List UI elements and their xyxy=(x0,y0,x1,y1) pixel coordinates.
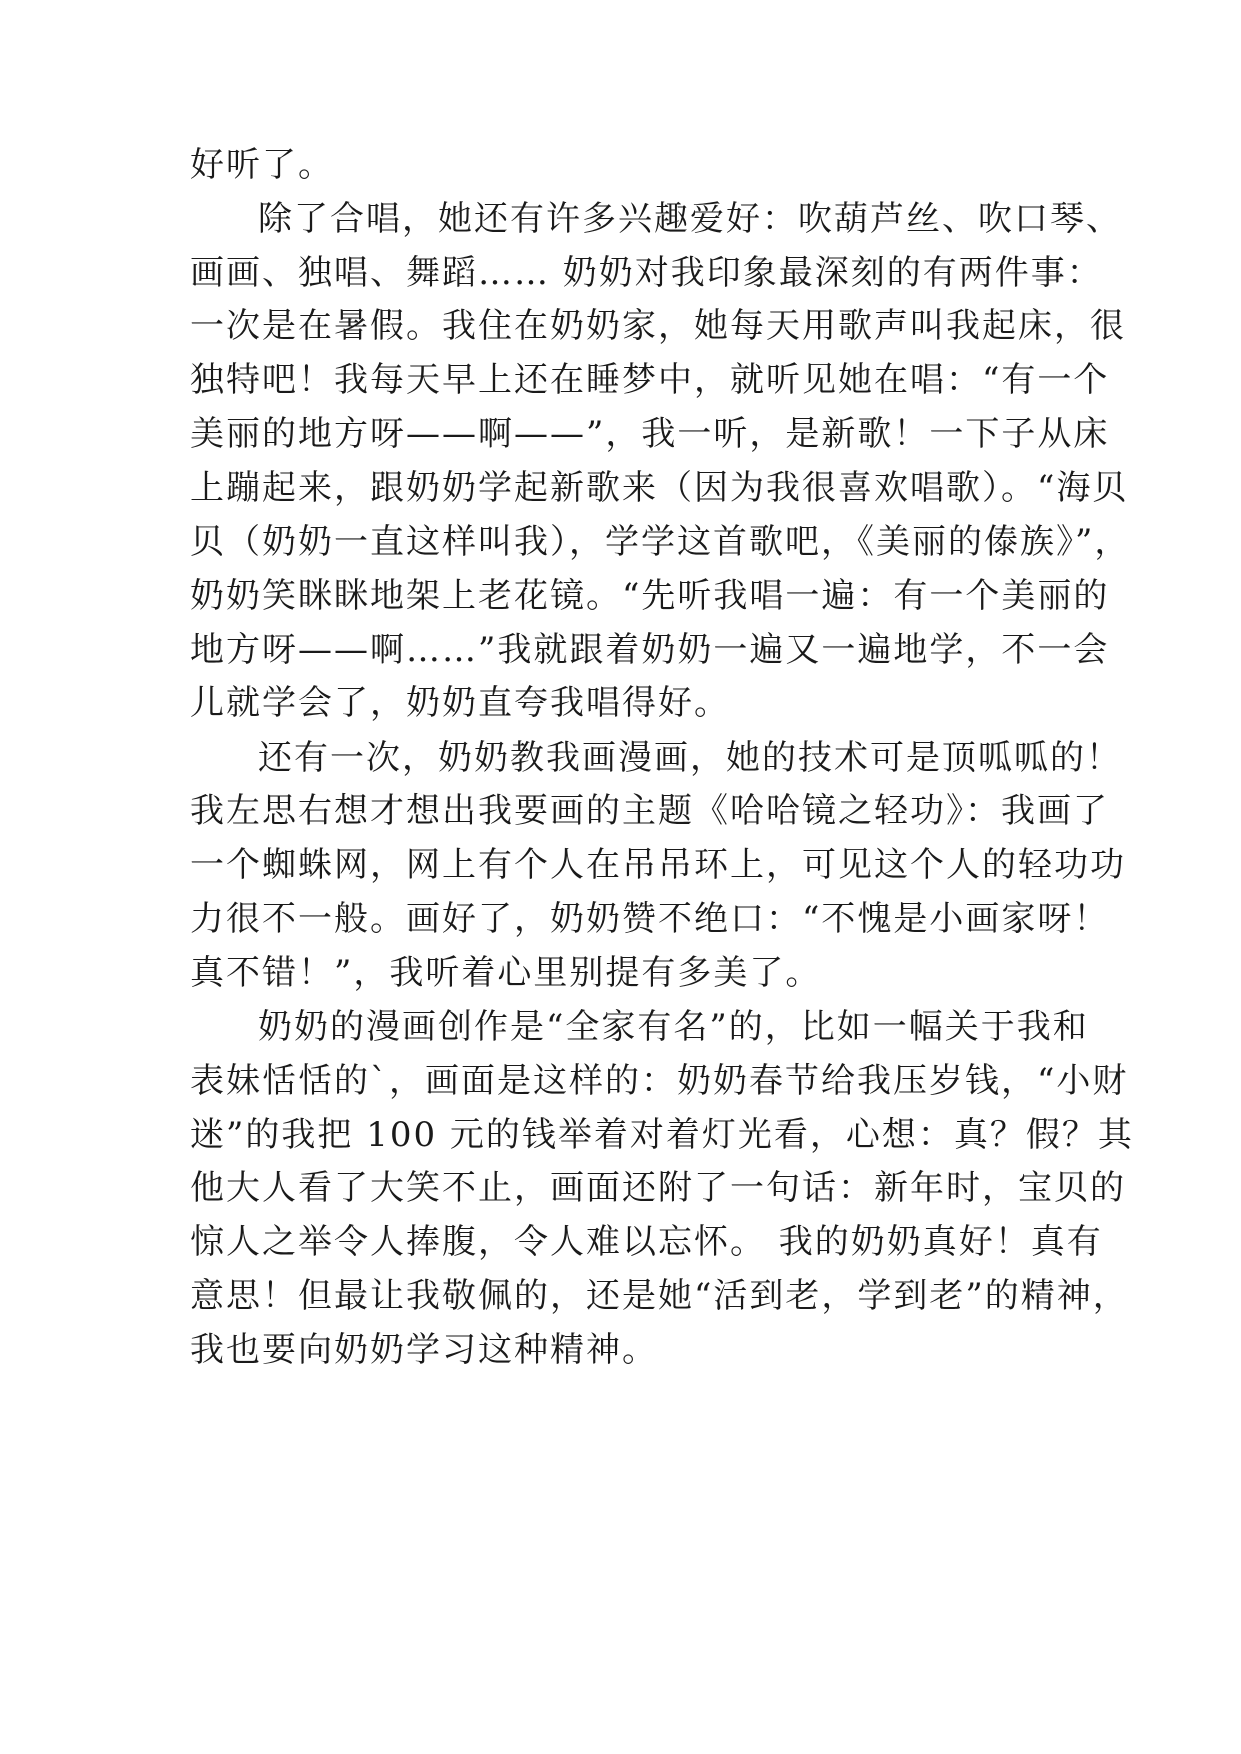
text-line: 好听了。 xyxy=(190,145,334,185)
text-line: 我左思右想才想出我要画的主题《哈哈镜之轻功》：我画了 xyxy=(190,791,1109,831)
text-line: 画画、独唱、舞蹈…… 奶奶对我印象最深刻的有两件事： xyxy=(190,253,1103,293)
text-line: 独特吧！我每天早上还在睡梦中，就听见她在唱：“有一个 xyxy=(190,360,1110,400)
text-line: 迷”的我把 100 元的钱举着对着灯光看，心想：真？假？其 xyxy=(190,1115,1134,1155)
text-line: 美丽的地方呀——啊——”，我一听，是新歌！一下子从床 xyxy=(190,414,1110,454)
text-line: 我也要向奶奶学习这种精神。 xyxy=(190,1330,658,1370)
text-line: 他大人看了大笑不止，画面还附了一句话：新年时，宝贝的 xyxy=(190,1168,1126,1208)
text-line: 真不错！”，我听着心里别提有多美了。 xyxy=(190,953,822,993)
text-line: 上蹦起来，跟奶奶学起新歌来（因为我很喜欢唱歌）。“海贝 xyxy=(190,468,1129,508)
text-line: 一次是在暑假。我住在奶奶家，她每天用歌声叫我起床，很 xyxy=(190,306,1126,346)
text-line: 贝（奶奶一直这样叫我），学学这首歌吧，《美丽的傣族》”， xyxy=(190,522,1131,562)
text-line: 地方呀——啊……”我就跟着奶奶一遍又一遍地学，不一会 xyxy=(190,630,1110,670)
text-line: 力很不一般。画好了，奶奶赞不绝口：“不愧是小画家呀！ xyxy=(190,899,1110,939)
text-line: 表妹恬恬的`，画面是这样的：奶奶春节给我压岁钱，“小财 xyxy=(190,1061,1129,1101)
text-line: 一个蜘蛛网，网上有个人在吊吊环上，可见这个人的轻功功 xyxy=(190,845,1126,885)
text-line: 儿就学会了，奶奶直夸我唱得好。 xyxy=(190,683,730,723)
text-line: 奶奶笑眯眯地架上老花镜。“先听我唱一遍：有一个美丽的 xyxy=(190,576,1110,616)
text-line: 除了合唱，她还有许多兴趣爱好：吹葫芦丝、吹口琴、 xyxy=(258,199,1122,239)
text-line: 惊人之举令人捧腹，令人难以忘怀。 我的奶奶真好！真有 xyxy=(190,1222,1103,1262)
text-line: 意思！但最让我敬佩的，还是她“活到老，学到老”的精神， xyxy=(190,1276,1129,1316)
text-line: 奶奶的漫画创作是“全家有名”的，比如一幅关于我和 xyxy=(258,1007,1089,1047)
text-line: 还有一次，奶奶教我画漫画，她的技术可是顶呱呱的！ xyxy=(258,738,1122,778)
